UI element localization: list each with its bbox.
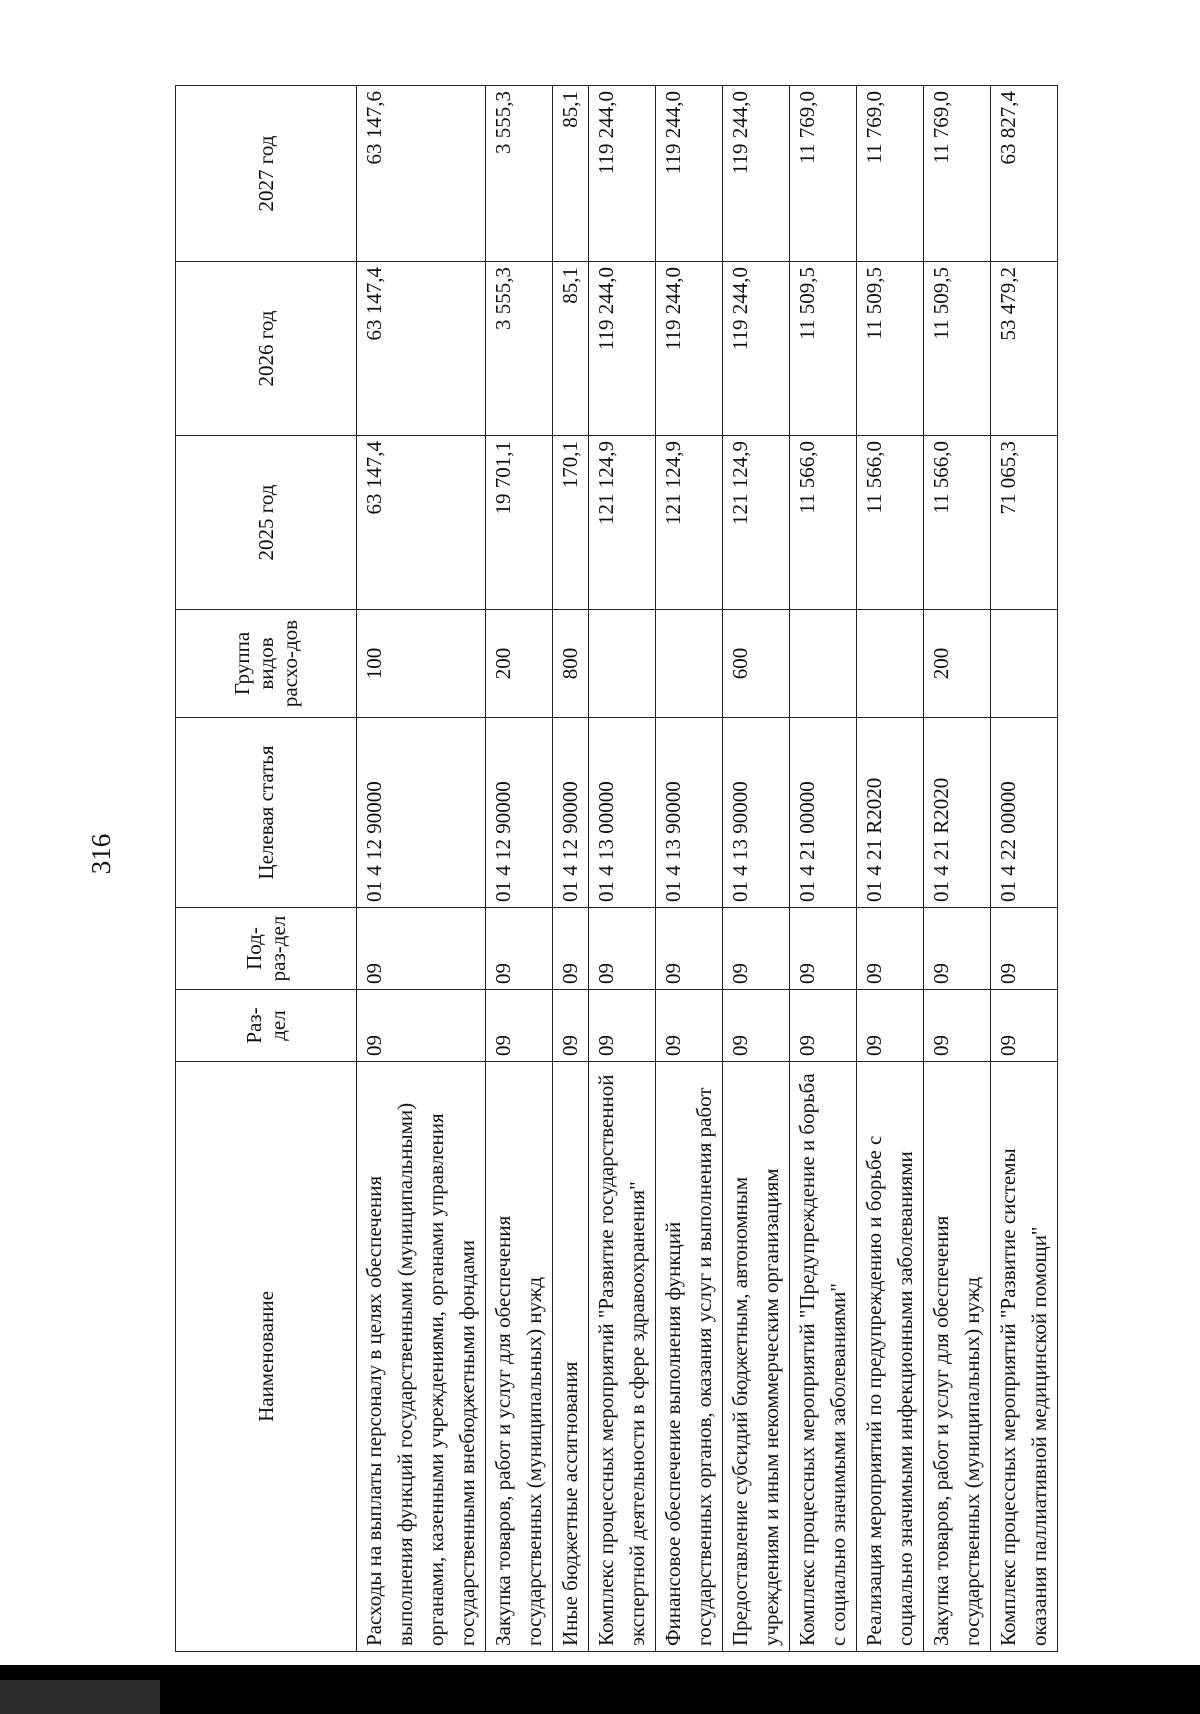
cell-name: Комплекс процессных мероприятий "Предупреждение и борьба с социально значимыми заболеваниями" — [790, 1062, 857, 1652]
table-row — [589, 86, 656, 1652]
cell-celevaya: 01 4 12 90000 — [553, 718, 589, 908]
cell-podrazdel: 09 — [357, 908, 486, 990]
cell-razdel: 09 — [357, 990, 486, 1062]
cell-podrazdel: 09 — [723, 908, 790, 990]
cell-celevaya: 01 4 21 R2020 — [924, 718, 991, 908]
cell-celevaya: 01 4 21 R2020 — [857, 718, 924, 908]
cell-2025: 121 124,9 — [656, 436, 723, 610]
cell-razdel: 09 — [589, 990, 656, 1062]
cell-celevaya: 01 4 13 00000 — [589, 718, 656, 908]
cell-gruppa: 800 — [553, 610, 589, 718]
cell-name: Реализация мероприятий по предупреждению и борьбе с социально значимыми инфекционными заболеваниями — [857, 1062, 924, 1652]
header-2025: 2025 год — [176, 436, 357, 610]
scan-border-corner — [0, 1680, 160, 1714]
cell-name: Комплекс процессных мероприятий "Развитие системы оказания паллиативной медицинской помощи" — [991, 1062, 1058, 1652]
cell-gruppa — [857, 610, 924, 718]
cell-razdel: 09 — [553, 990, 589, 1062]
cell-gruppa — [991, 610, 1058, 718]
cell-2026: 85,1 — [553, 262, 589, 436]
table-row — [723, 86, 790, 1652]
cell-razdel: 09 — [924, 990, 991, 1062]
cell-2025: 19 701,1 — [486, 436, 553, 610]
cell-2026: 3 555,3 — [486, 262, 553, 436]
cell-razdel: 09 — [790, 990, 857, 1062]
cell-razdel: 09 — [486, 990, 553, 1062]
cell-gruppa: 200 — [486, 610, 553, 718]
cell-2026: 63 147,4 — [357, 262, 486, 436]
cell-2027: 63 147,6 — [357, 86, 486, 262]
cell-celevaya: 01 4 13 90000 — [723, 718, 790, 908]
cell-2025: 63 147,4 — [357, 436, 486, 610]
cell-2025: 170,1 — [553, 436, 589, 610]
cell-2026: 119 244,0 — [589, 262, 656, 436]
cell-2025: 11 566,0 — [790, 436, 857, 610]
cell-podrazdel: 09 — [553, 908, 589, 990]
cell-celevaya: 01 4 22 00000 — [991, 718, 1058, 908]
cell-razdel: 09 — [991, 990, 1058, 1062]
cell-name: Предоставление субсидий бюджетным, автономным учреждениям и иным некоммерческим организациям — [723, 1062, 790, 1652]
header-2026: 2026 год — [176, 262, 357, 436]
cell-razdel: 09 — [656, 990, 723, 1062]
cell-name: Финансовое обеспечение выполнения функций государственных органов, оказания услуг и выполнения работ — [656, 1062, 723, 1652]
table-row — [553, 86, 589, 1652]
cell-razdel: 09 — [857, 990, 924, 1062]
cell-2025: 11 566,0 — [924, 436, 991, 610]
cell-razdel: 09 — [723, 990, 790, 1062]
cell-celevaya: 01 4 21 00000 — [790, 718, 857, 908]
header-name: Наименование — [176, 1062, 357, 1652]
cell-2027: 85,1 — [553, 86, 589, 262]
cell-2026: 11 509,5 — [790, 262, 857, 436]
cell-podrazdel: 09 — [589, 908, 656, 990]
cell-gruppa — [589, 610, 656, 718]
cell-gruppa: 100 — [357, 610, 486, 718]
cell-2027: 119 244,0 — [723, 86, 790, 262]
cell-2025: 11 566,0 — [857, 436, 924, 610]
cell-name: Закупка товаров, работ и услуг для обеспечения государственных (муниципальных) нужд — [486, 1062, 553, 1652]
cell-podrazdel: 09 — [656, 908, 723, 990]
cell-name: Иные бюджетные ассигнования — [553, 1062, 589, 1652]
table-row — [656, 86, 723, 1652]
cell-2026: 53 479,2 — [991, 262, 1058, 436]
cell-celevaya: 01 4 12 90000 — [486, 718, 553, 908]
cell-podrazdel: 09 — [486, 908, 553, 990]
cell-name: Комплекс процессных мероприятий "Развитие государственной экспертной деятельности в сфере здравоохранения" — [589, 1062, 656, 1652]
cell-celevaya: 01 4 12 90000 — [357, 718, 486, 908]
table-row — [357, 86, 486, 1652]
cell-podrazdel: 09 — [790, 908, 857, 990]
cell-2025: 121 124,9 — [589, 436, 656, 610]
cell-2027: 11 769,0 — [857, 86, 924, 262]
table-row — [486, 86, 553, 1652]
table-row — [857, 86, 924, 1652]
cell-2026: 11 509,5 — [924, 262, 991, 436]
table-row — [991, 86, 1058, 1652]
cell-2027: 11 769,0 — [790, 86, 857, 262]
header-razdel: Раз-дел — [176, 990, 357, 1062]
table-row — [790, 86, 857, 1652]
cell-gruppa — [790, 610, 857, 718]
cell-gruppa: 200 — [924, 610, 991, 718]
header-gruppa: Группа видов расхо-дов — [176, 610, 357, 718]
table-row — [924, 86, 991, 1652]
cell-2027: 63 827,4 — [991, 86, 1058, 262]
cell-2026: 11 509,5 — [857, 262, 924, 436]
cell-podrazdel: 09 — [924, 908, 991, 990]
cell-podrazdel: 09 — [857, 908, 924, 990]
cell-2027: 119 244,0 — [589, 86, 656, 262]
cell-name: Закупка товаров, работ и услуг для обеспечения государственных (муниципальных) нужд — [924, 1062, 991, 1652]
cell-2026: 119 244,0 — [656, 262, 723, 436]
cell-2025: 71 065,3 — [991, 436, 1058, 610]
budget-table — [175, 85, 1058, 1652]
cell-name: Расходы на выплаты персоналу в целях обеспечения выполнения функций государственными (муниципальными) органами, казенными учреждениями, органами управления государственными внебюджетными фондами — [357, 1062, 486, 1652]
cell-2025: 121 124,9 — [723, 436, 790, 610]
cell-2027: 3 555,3 — [486, 86, 553, 262]
table-header-row — [176, 86, 357, 1652]
cell-2026: 119 244,0 — [723, 262, 790, 436]
page-number: 316 — [86, 833, 116, 875]
cell-2027: 119 244,0 — [656, 86, 723, 262]
cell-gruppa — [656, 610, 723, 718]
header-podrazdel: Под-раз-дел — [176, 908, 357, 990]
cell-celevaya: 01 4 13 90000 — [656, 718, 723, 908]
cell-2027: 11 769,0 — [924, 86, 991, 262]
header-celevaya: Целевая статья — [176, 718, 357, 908]
cell-gruppa: 600 — [723, 610, 790, 718]
header-2027: 2027 год — [176, 86, 357, 262]
scan-border-bottom — [0, 1665, 1200, 1714]
cell-podrazdel: 09 — [991, 908, 1058, 990]
